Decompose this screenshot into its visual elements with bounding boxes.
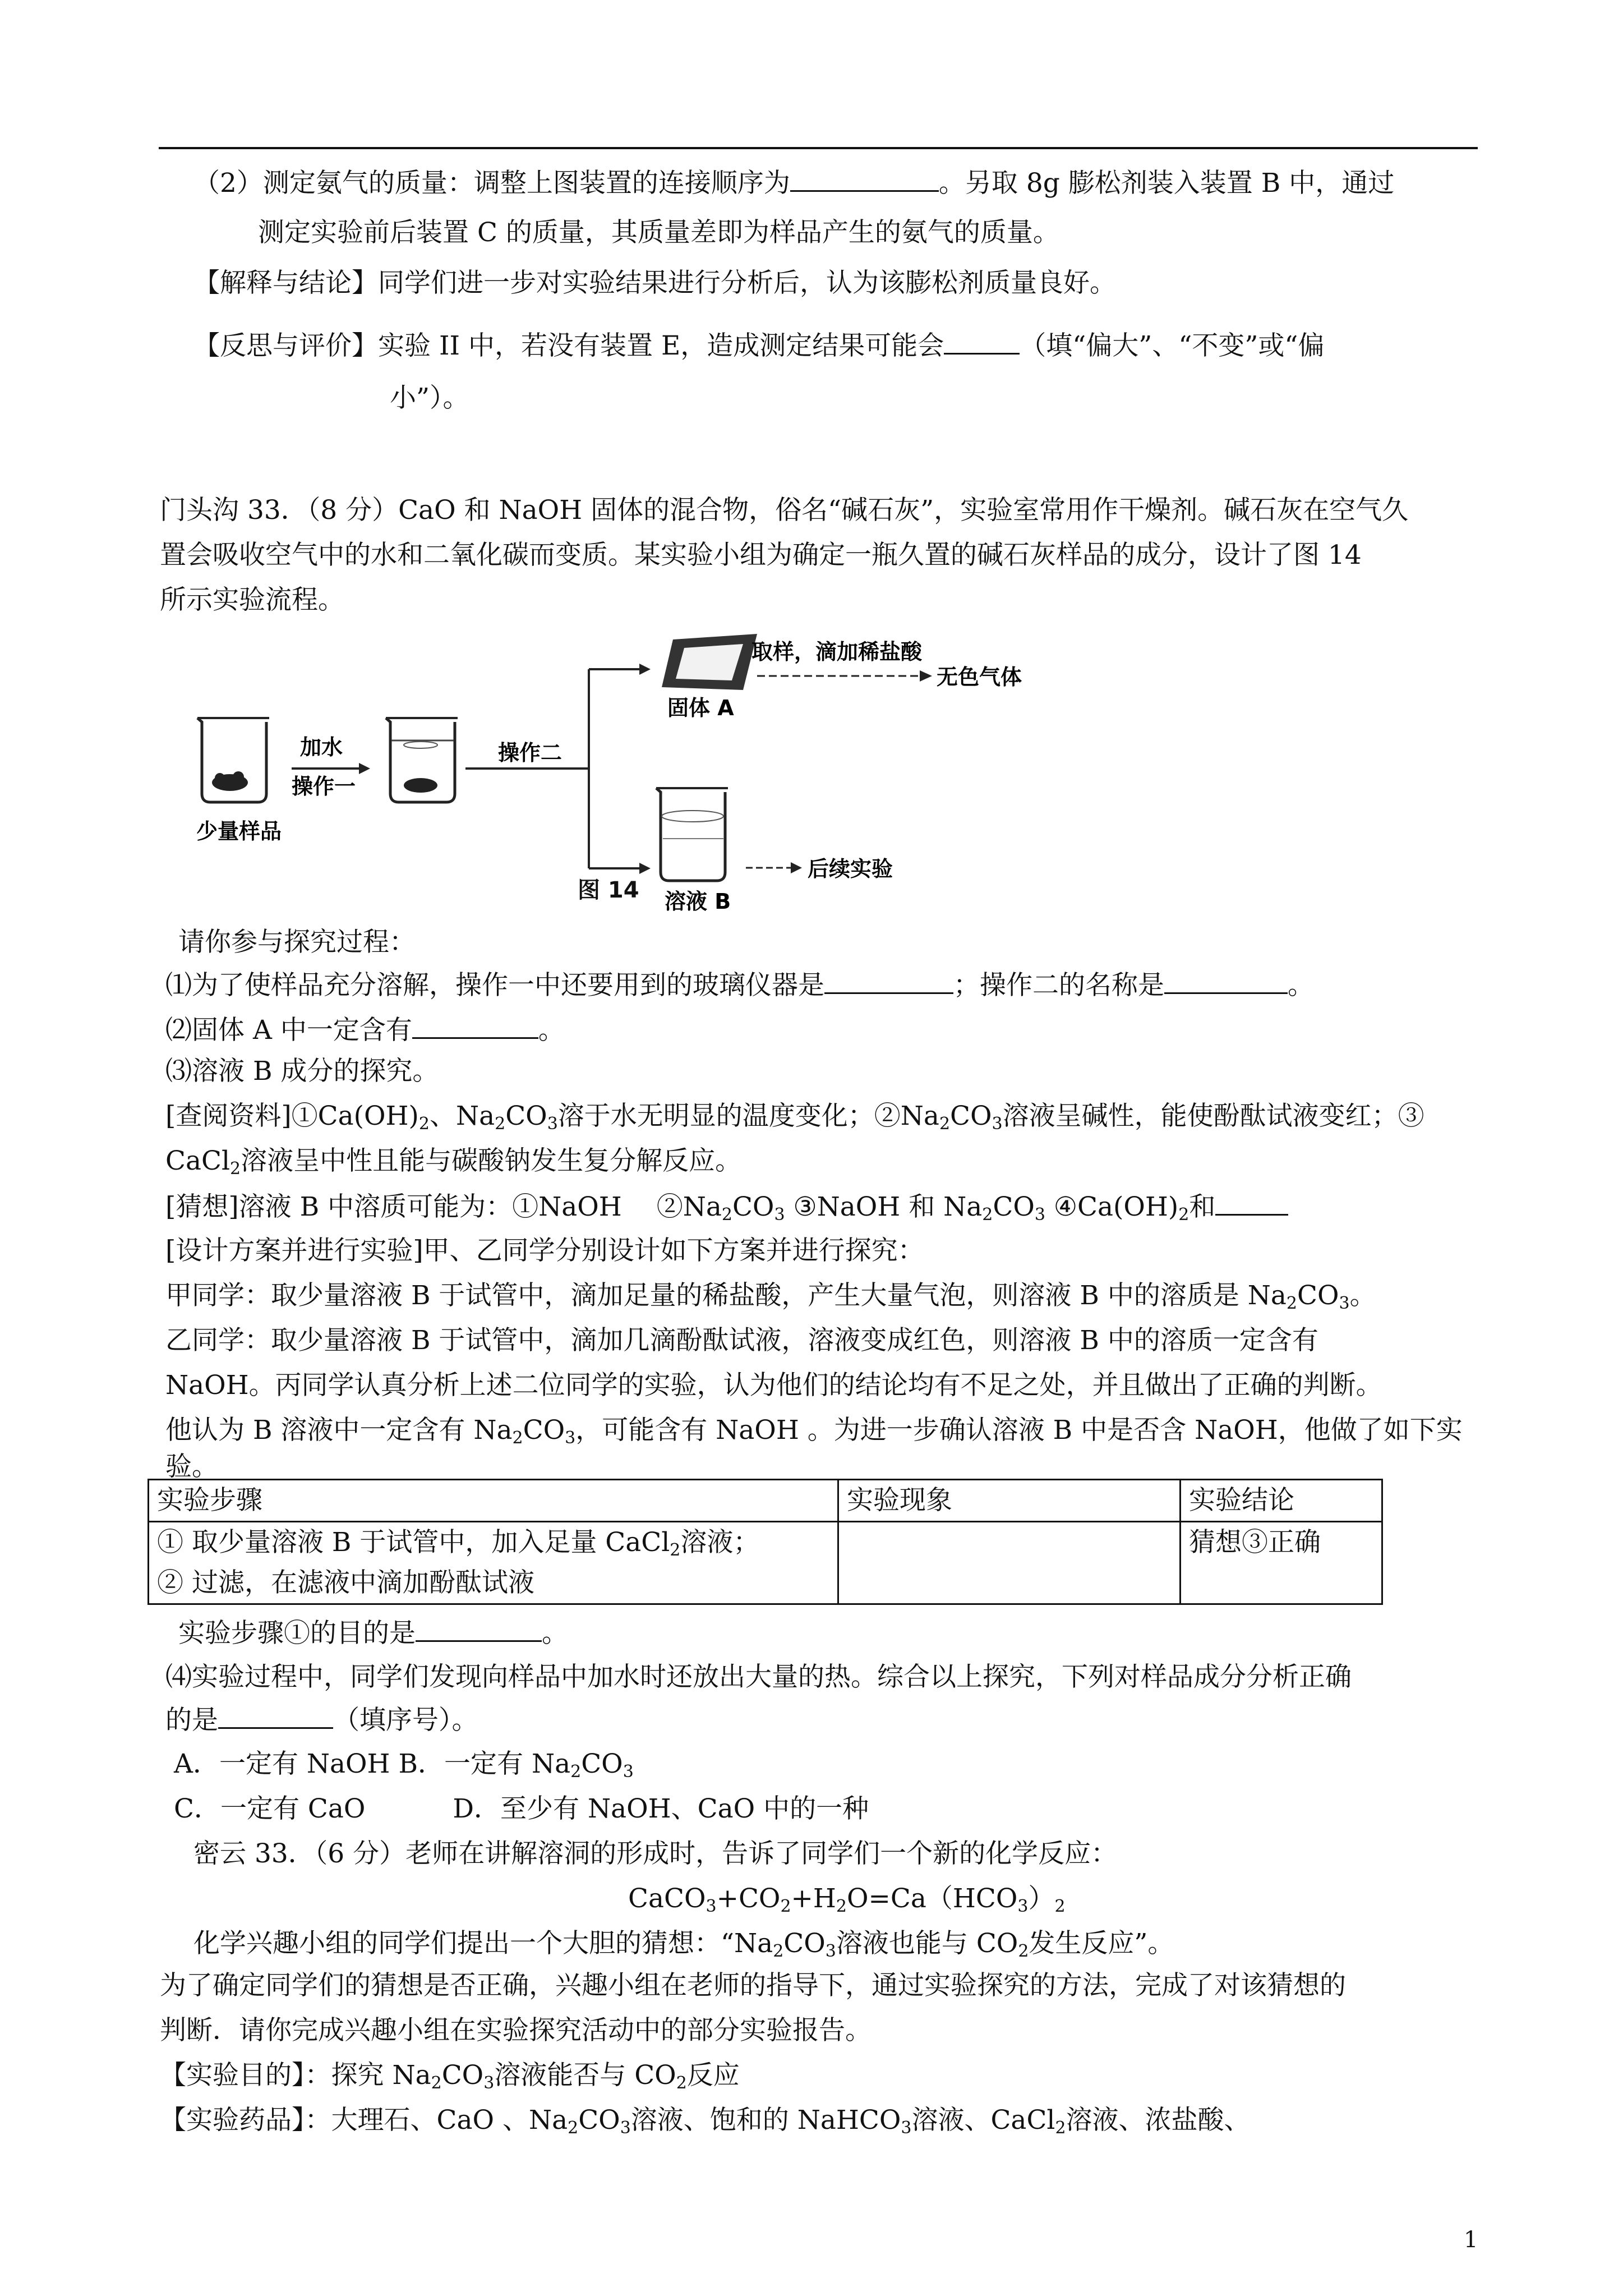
student-bing-line1: 他认为 B 溶液中一定含有 $Na_2CO_3$，可能含有 NaOH 。为进一步确认溶液 B 中是否含 NaOH，他做了如下实 (165, 1415, 1463, 1448)
reference-line1: [查阅资料]$①Ca(OH)_2$、$Na_2CO_3$溶于水无明显的温度变化；$②Na_2CO_3$溶液呈碱性，能使酚酞试液变红；③ (165, 1101, 1424, 1134)
miyun-intro-line: 密云 33．（6 分）老师在讲解溶洞的形成时，告诉了同学们一个新的化学反应： (193, 1838, 1118, 1869)
answer-blank[interactable] (1164, 968, 1288, 994)
q2-ammonia-line1: （2）测定氨气的质量：调整上图装置的连接顺序为 。另取 8g 膨松剂装入装置 B 中，通过 (193, 165, 1394, 200)
miyun-line3: 判断．请你完成兴趣小组在实验探究活动中的部分实验报告。 (160, 2015, 872, 2046)
answer-blank[interactable] (412, 1013, 538, 1039)
answer-blank[interactable] (1215, 1189, 1288, 1216)
sample-beaker-icon (197, 718, 269, 802)
arrow1-top-label: 加水 (300, 735, 343, 760)
table-header-steps: 实验步骤 (149, 1480, 838, 1522)
q4-line2: 的是 （填序号）。 (165, 1703, 478, 1737)
arrowhead-icon (359, 763, 370, 774)
arrow2-label: 操作二 (498, 740, 562, 765)
options-ab-line: A．一定有 NaOH B．一定有 $Na_2CO_3$ (174, 1749, 634, 1782)
table-header-conclusion: 实验结论 (1181, 1480, 1382, 1522)
gas-label: 无色气体 (937, 665, 1022, 689)
answer-blank[interactable] (218, 1703, 333, 1729)
experiment-drugs-line: 【实验药品】：大理石、CaO 、$Na_2CO_3$溶液、饱和的 NaHCO$_3$溶液、CaCl$_2$溶液、浓盐酸、 (160, 2105, 1251, 2138)
table-cell-phenomenon[interactable] (838, 1522, 1181, 1604)
table-header-phenomenon: 实验现象 (838, 1480, 1181, 1522)
arrow1-bottom-label: 操作一 (292, 774, 356, 799)
answer-blank[interactable] (824, 968, 953, 994)
experiment-goal-line: 【实验目的】：探究 $Na_2CO_3$溶液能否与 $CO_2$反应 (160, 2060, 740, 2093)
mentougou-intro-line1: 门头沟 33．（8 分）CaO 和 NaOH 固体的混合物，俗名“碱石灰”，实验室常用作干燥剂。碱石灰在空气久 (160, 495, 1409, 526)
prompt-line: 请你参与探究过程： (178, 927, 416, 958)
answer-blank[interactable] (790, 165, 939, 192)
design-line: [设计方案并进行实验]甲、乙同学分别设计如下方案并进行探究： (165, 1235, 924, 1266)
mixed-beaker-icon (386, 718, 458, 802)
arrowhead-icon (639, 664, 651, 675)
q1-line: ⑴为了使样品充分溶解，操作一中还要用到的玻璃仪器是 ；操作二的名称是 。 (165, 968, 1314, 1002)
table-row (149, 1522, 1382, 1604)
arrowhead-icon (791, 862, 802, 873)
student-yi-line2: NaOH。丙同学认真分析上述二位同学的实验，认为他们的结论均有不足之处，并且做出了正确的判断。 (165, 1370, 1382, 1401)
arrowhead-icon (639, 863, 651, 874)
miyun-guess-line: 化学兴趣小组的同学们提出一个大胆的猜想：“$Na_2CO_3$溶液也能与 $CO_2$发生反应”。 (193, 1928, 1174, 1961)
student-bing-line2: 验。 (165, 1451, 218, 1482)
student-yi-line1: 乙同学：取少量溶液 B 于试管中，滴加几滴酚酞试液，溶液变成红色，则溶液 B 中的溶质一定含有 (165, 1325, 1318, 1356)
solid-a-label: 固体 A (667, 696, 734, 720)
miyun-line2: 为了确定同学们的猜想是否正确，兴趣小组在老师的指导下，通过实验探究的方法，完成了对该猜想的 (160, 1970, 1346, 2001)
q3-line: ⑶溶液 B 成分的探究。 (165, 1056, 439, 1087)
experiment-table (147, 1479, 1383, 1605)
sample-label: 少量样品 (196, 819, 282, 844)
reaction-equation: $CaCO_3+CO_2+H_2O=Ca(HCO_3)_2$ (628, 1883, 1066, 1916)
arrowhead-icon (920, 670, 932, 682)
figure-caption: 图 14 (578, 877, 639, 903)
reflection-line2: 小”）。 (390, 383, 469, 413)
reflection-line1: 【反思与评价】实验 II 中，若没有装置 E，造成测定结果可能会 （填“偏大”、“不变”或“偏 (193, 328, 1324, 363)
q4-line1: ⑷实验过程中，同学们发现向样品中加水时还放出大量的热。综合以上探究，下列对样品成分分析正确 (165, 1662, 1352, 1692)
table-cell-steps: ① 取少量溶液 B 于试管中，加入足量 CaCl$_2$溶液； ② 过滤，在滤液中滴加酚酞试液 (149, 1522, 838, 1604)
solution-beaker-icon (656, 788, 728, 881)
table-cell-conclusion: 猜想③正确 (1181, 1522, 1382, 1604)
student-jia-line: 甲同学：取少量溶液 B 于试管中，滴加足量的稀盐酸，产生大量气泡，则溶液 B 中的溶质是 $Na_2CO_3$。 (165, 1280, 1376, 1313)
options-cd-line: C．一定有 CaO D．至少有 NaOH、CaO 中的一种 (174, 1793, 869, 1824)
answer-blank[interactable] (416, 1616, 542, 1642)
q2-solid-line: ⑵固体 A 中一定含有 。 (165, 1013, 565, 1047)
solution-b-label: 溶液 B (665, 889, 731, 914)
followup-label: 后续实验 (808, 857, 893, 881)
reference-line2: CaCl$_2$溶液呈中性且能与碳酸钠发生复分解反应。 (165, 1145, 742, 1179)
answer-blank[interactable] (944, 328, 1020, 355)
top-rule (159, 147, 1478, 149)
purpose-line: 实验步骤①的目的是 。 (178, 1616, 568, 1650)
guess-line: [猜想]溶液 B 中溶质可能为：①NaOH $②Na_2CO_3$ ③NaOH 和 $Na_2CO_3$ $④Ca(OH)_2$和 (165, 1189, 1288, 1224)
page-number: 1 (1464, 2227, 1478, 2253)
mentougou-intro-line3: 所示实验流程。 (160, 585, 344, 615)
conclusion-line: 【解释与结论】同学们进一步对实验结果进行分析后，认为该膨松剂质量良好。 (193, 268, 1116, 298)
q2-ammonia-line2: 测定实验前后装置 C 的质量，其质量差即为样品产生的氨气的质量。 (258, 217, 1059, 248)
solid-a-icon (676, 644, 743, 680)
top-branch-label: 取样，滴加稀盐酸 (751, 639, 923, 664)
mentougou-intro-line2: 置会吸收空气中的水和二氧化碳而变质。某实验小组为确定一瓶久置的碱石灰样品的成分，设计了图 14 (160, 540, 1362, 570)
table-header-row (149, 1480, 1382, 1522)
